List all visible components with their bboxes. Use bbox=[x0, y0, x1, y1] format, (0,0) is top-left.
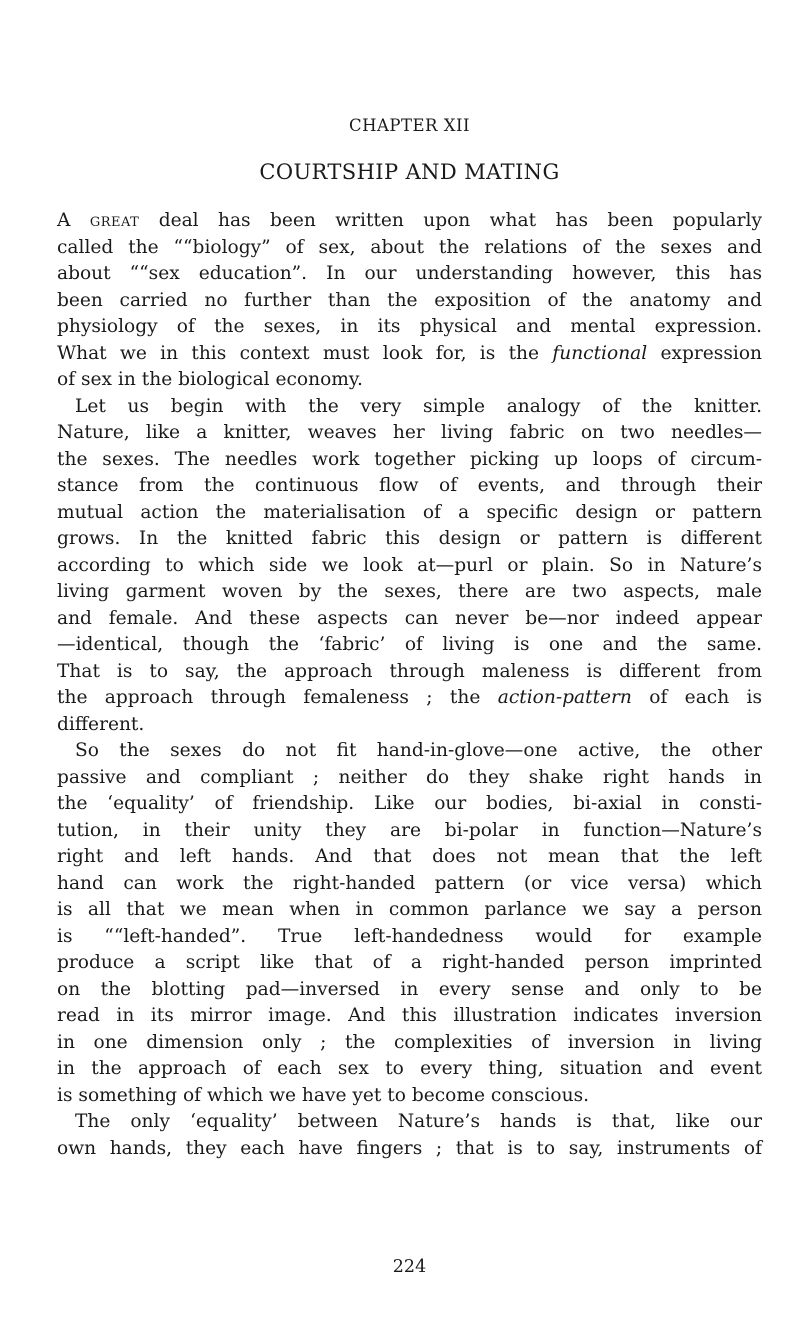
line-text: the approach through femaleness ; the bbox=[57, 687, 498, 708]
text-line: of sex in the biological economy. bbox=[57, 369, 363, 390]
body-text bbox=[57, 208, 762, 1162]
text-line: hand can work the right-handed pattern (or vice versa) which bbox=[57, 872, 762, 894]
line-text: deal has been written upon what has been popularly bbox=[139, 210, 763, 231]
text-line: different. bbox=[57, 713, 145, 735]
text-line: in one dimension only ; the complexities of inversion in living bbox=[57, 1031, 762, 1053]
line-text: of each is bbox=[631, 687, 763, 708]
text-line bbox=[57, 685, 762, 712]
text-line: is ““left-handed”. True left-handedness would for example bbox=[57, 925, 762, 947]
emphasis-action-pattern: action-pattern bbox=[497, 687, 632, 708]
text-line: physiology of the sexes, in its physical and mental expression. bbox=[57, 316, 762, 337]
text-line: living garment woven by the sexes, there are two aspects, male bbox=[57, 581, 762, 602]
text-line: and female. And these aspects can never be—nor indeed appear bbox=[57, 607, 762, 629]
text-line: So the sexes do not fit hand-in-glove—one active, the other bbox=[75, 740, 762, 761]
text-line: Nature, like a knitter, weaves her living fabric on two needles— bbox=[57, 422, 762, 443]
text-line: stance from the continuous flow of events, and through their bbox=[57, 475, 762, 496]
line-text: What we in this context must look for, is the bbox=[57, 342, 553, 364]
text-line: the ‘equality’ of friendship. Like our bodies, bi-axial in consti- bbox=[57, 793, 762, 814]
text-line: Let us begin with the very simple analogy of the knitter. bbox=[75, 395, 762, 417]
text-line: read in its mirror image. And this illustration indicates inversion bbox=[57, 1005, 762, 1026]
text-line: about ““sex education”. In our understanding however, this has bbox=[57, 263, 762, 284]
text-line: the sexes. The needles work together picking up loops of circum- bbox=[57, 448, 762, 470]
text-line: mutual action the materialisation of a specific design or pattern bbox=[57, 501, 762, 523]
opening-word: A bbox=[57, 210, 71, 231]
page-number: 224 bbox=[392, 1257, 427, 1277]
text-line: called the ““biology” of sex, about the relations of the sexes and bbox=[57, 236, 762, 258]
text-line: right and left hands. And that does not mean that the left bbox=[57, 846, 762, 867]
chapter-number: CHAPTER XII bbox=[348, 116, 471, 135]
text-line bbox=[57, 341, 762, 368]
text-line: is all that we mean when in common parlance we say a person bbox=[57, 899, 762, 920]
text-line: own hands, they each have fingers ; that is to say, instruments of bbox=[57, 1137, 762, 1159]
text-line: been carried no further than the exposition of the anatomy and bbox=[57, 289, 762, 311]
text-line: —identical, though the ‘fabric’ of living is one and the same. bbox=[57, 634, 762, 655]
emphasis-functional: functional bbox=[552, 342, 648, 364]
text-line bbox=[57, 208, 762, 235]
text-line: in the approach of each sex to every thing, situation and event bbox=[57, 1058, 762, 1079]
text-line: according to which side we look at—purl or plain. So in Nature’s bbox=[57, 554, 762, 576]
opening-smallcaps: great bbox=[89, 210, 140, 231]
text-line: That is to say, the approach through maleness is different from bbox=[57, 660, 762, 682]
text-line: The only ‘equality’ between Nature’s hands is that, like our bbox=[75, 1111, 762, 1132]
text-line: on the blotting pad—inversed in every sense and only to be bbox=[57, 978, 762, 1000]
text-line: produce a script like that of a right-handed person imprinted bbox=[57, 952, 762, 973]
text-line: passive and compliant ; neither do they shake right hands in bbox=[57, 766, 762, 788]
chapter-title: COURTSHIP AND MATING bbox=[259, 160, 560, 184]
text-line: is something of which we have yet to become conscious. bbox=[57, 1084, 590, 1106]
text-line: tution, in their unity they are bi-polar in function—Nature’s bbox=[57, 819, 762, 841]
line-text: expression bbox=[647, 342, 762, 364]
text-line: grows. In the knitted fabric this design or pattern is different bbox=[57, 528, 762, 549]
